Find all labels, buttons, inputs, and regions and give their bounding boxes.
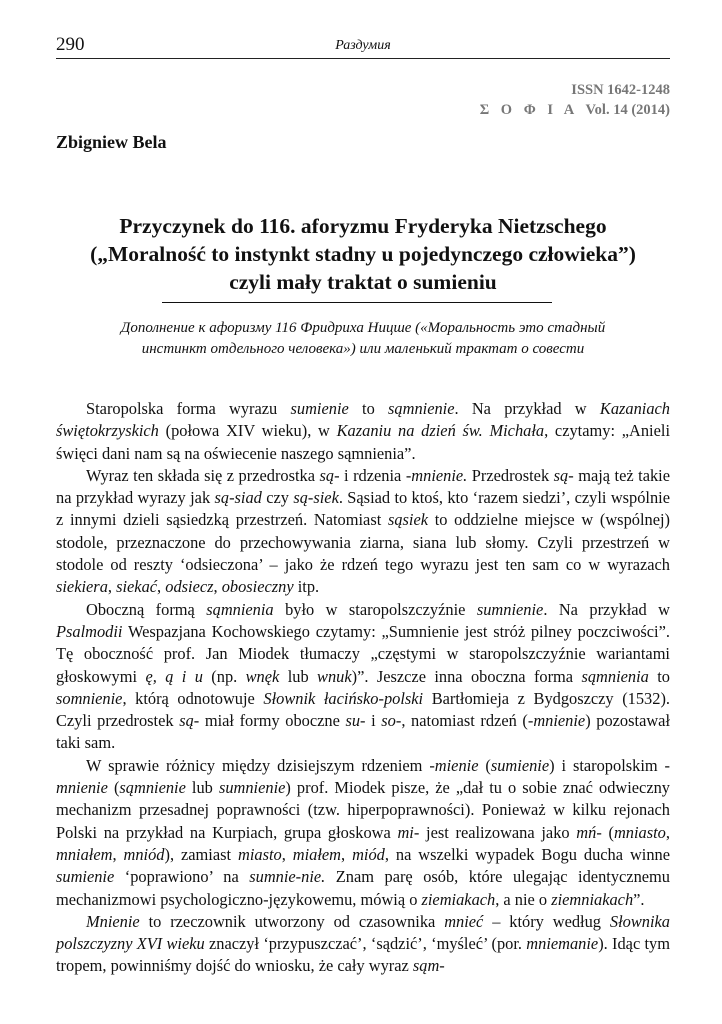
italic-run: sumnienie [218, 778, 286, 798]
text-run: to rzeczownik utworzony od czasownika [139, 911, 445, 931]
running-title: Раздумия [335, 38, 391, 53]
italic-run: miasto [237, 844, 282, 864]
italic-run: sąsiek [387, 510, 429, 530]
italic-run: Kazaniu na dzień św. Michała [336, 421, 545, 441]
body-paragraph [56, 755, 670, 911]
text-run: czy [261, 488, 294, 508]
italic-run: ziemniakach [551, 889, 634, 909]
text-run: (np. [202, 666, 246, 686]
title-line-1: Przyczynek do 116. aforyzmu Fryderyka Nietzschego [119, 214, 607, 238]
text-run: to oddzielne miejsce w (wspólnej) stodole, przeznaczone do przechowywania ziarna, siana lub słomy. Czyli przestrzeń w stodole od reszty ‘odsieczona’ – jako że rdzeń tego wyrazu jest ten sam co w wyrazach [56, 510, 670, 575]
italic-run: su- [345, 711, 366, 731]
body-paragraph [56, 465, 670, 599]
italic-run: Psalmodii [56, 621, 123, 641]
italic-run: -mnienie [527, 711, 586, 731]
text-run: . Na przykład w [454, 399, 600, 418]
italic-run: sumienie [56, 867, 115, 887]
italic-run: mniasto [613, 822, 666, 842]
italic-run: są- [553, 465, 574, 485]
italic-run: -mnienie. [405, 465, 468, 485]
text-run: ) prof. Miodek pisze, że „dał tu o sobie znać odwieczny mechanizm przesadnej poprawności (tzw. hiperpoprawności). Ponieważ w kilku rejonach Polski na przykład na Kurpiach, grupa głoskowa [56, 778, 670, 842]
text-run: , a nie o [495, 889, 552, 909]
text-run: , na wszelki wypadek Bogu ducha winne [384, 844, 671, 864]
italic-run: Kazaniach świętokrzyskich [56, 399, 671, 441]
italic-run: siekiera [56, 577, 108, 597]
text-run: to [648, 666, 670, 686]
text-run: , natomiast rdzeń ( [401, 711, 528, 731]
italic-run: sumnienie [476, 599, 544, 619]
italic-run: sąmnienia [206, 599, 274, 619]
italic-run: ziemiakach [421, 889, 496, 909]
title-line-2: („Moralność to instynkt stadny u pojedynczego człowieka”) [90, 242, 636, 266]
italic-run: mnieć [444, 911, 484, 931]
italic-run: Mnienie [86, 911, 140, 931]
italic-run: mniemanie [526, 934, 599, 954]
italic-run: mniałem [56, 844, 113, 864]
text-run: Znam parę osób, które ulegając identycznemu mechanizmowi psychologiczno-językowemu, mówią o [56, 867, 670, 909]
text-run: ), zamiast [164, 844, 238, 864]
subtitle-line-1: Дополнение к афоризму 116 Фридриха Ницше («Моральность это стадный [120, 320, 606, 336]
text-run: . Sąsiad to ktoś, kto ‘razem siedzi’, czyli wspólnie z innymi dzieli sąsiedzką przestrzeń. Natomiast [56, 488, 670, 530]
text-run: znaczył ‘przypuszczać’, ‘sądzić’, ‘myśleć’ (por. [204, 934, 527, 954]
italic-run: miałem [292, 844, 342, 864]
text-run: ). Idąc tym tropem, powinniśmy dojść do wniosku, że cały wyraz [56, 934, 670, 976]
italic-run: wnęk [245, 666, 280, 686]
italic-run: są- [179, 711, 200, 731]
page-number: 290 [56, 34, 85, 55]
text-run: , [107, 577, 117, 597]
text-run: Oboczną formą [86, 599, 207, 619]
italic-run: miód [352, 844, 385, 864]
italic-run: sumnie-nie. [249, 867, 326, 887]
text-run: itp. [293, 577, 320, 597]
italic-run: mniód [123, 844, 165, 864]
italic-run: są-siad [214, 488, 262, 508]
italic-run: Słownika polszczyzny XVI wieku [56, 911, 670, 954]
text-run: Bartłomieja z Bydgoszczy (1532). Czyli przedrostek [56, 688, 670, 731]
title-rule [162, 302, 552, 303]
journal-info [480, 80, 670, 120]
italic-run: mi- [397, 822, 420, 842]
text-run: mają też takie na przykład wyrazy jak [56, 465, 671, 508]
text-run: ) pozostawał taki sam. [56, 711, 671, 753]
text-run: Przedrostek [467, 465, 554, 485]
italic-run: -mienie [429, 755, 479, 775]
italic-run: są-siek [293, 488, 339, 508]
issn: ISSN 1642-1248 [571, 82, 670, 98]
text-run: , czytamy: „Anieli święci dani nam są na oświecenie naszego sąmnienia”. [56, 421, 670, 463]
text-run: ”. [633, 889, 645, 909]
header-rule [56, 58, 670, 59]
journal-volume: Vol. 14 (2014) [585, 102, 670, 118]
text-run: , którą odnotowuje [122, 688, 264, 708]
italic-run: sąmnienie [119, 778, 186, 798]
body-paragraph [56, 398, 670, 465]
text-run: )”. Jeszcze inna oboczna forma [351, 666, 582, 686]
italic-run: mń- [576, 822, 602, 842]
text-run: ‘poprawiono’ na [114, 867, 250, 887]
body-paragraph [56, 911, 670, 978]
article-body [56, 398, 670, 978]
text-run: , [665, 822, 670, 842]
text-run: Staropolska forma wyrazu [86, 399, 291, 418]
text-run: ( [107, 778, 120, 798]
text-run: Wyraz ten składa się z przedrostka [86, 465, 320, 485]
author-name: Zbigniew Bela [56, 132, 167, 152]
text-run: i rdzenia [339, 465, 406, 485]
text-run: . Na przykład w [543, 599, 670, 619]
text-run: , [281, 844, 293, 864]
italic-run: Słownik łacińsko-polski [263, 688, 424, 708]
text-run: , [341, 844, 353, 864]
italic-run: so- [381, 711, 402, 731]
text-run: , [213, 577, 222, 597]
text-run: ( [478, 755, 491, 775]
text-run: i [365, 711, 382, 731]
text-run: lub [279, 666, 318, 686]
text-run: ) i staropolskim [549, 755, 665, 775]
text-run: lub [185, 778, 219, 798]
text-run: jest realizowana jako [419, 822, 577, 842]
text-run: – który według [483, 911, 610, 931]
text-run: W sprawie różnicy między dzisiejszym rdzeniem [86, 755, 430, 775]
text-run: ( [601, 822, 614, 842]
text-run: , [112, 844, 124, 864]
italic-run: ę, ą i u [145, 666, 203, 686]
text-run: Wespazjana Kochowskiego czytamy: „Sumnienie jest stróż pilney poczciwości”. Tę oboczność prof. Jan Miodek tłumaczy „częstymi w staropolszczyźnie wariantami głoskowymi [56, 621, 670, 686]
text-run: było w staropolszczyźnie [273, 599, 477, 619]
text-run: miał formy oboczne [199, 711, 346, 731]
italic-run: siekać [116, 577, 158, 597]
journal-volume-line [480, 100, 670, 120]
page-header [56, 34, 670, 60]
italic-run: są- [319, 465, 340, 485]
text-run: , [157, 577, 166, 597]
italic-run: -mnienie [56, 755, 670, 798]
italic-run: odsiecz [165, 577, 214, 597]
text-run: to [348, 399, 389, 418]
italic-run: obosieczny [221, 577, 294, 597]
article-subtitle [56, 318, 670, 360]
italic-run: sąmnienia [581, 666, 649, 686]
body-paragraph [56, 599, 670, 755]
title-line-3: czyli mały traktat o sumieniu [229, 270, 497, 294]
italic-run: sumienie [290, 399, 349, 418]
italic-run: sumienie [490, 755, 550, 775]
italic-run: sąmnienie [388, 399, 455, 418]
italic-run: somnienie [56, 688, 123, 708]
subtitle-line-2: инстинкт отдельного человека») или маленький трактат о совести [141, 341, 585, 357]
journal-name: Σ Ο Φ Ι Α [479, 102, 579, 118]
italic-run: wnuk [317, 666, 352, 686]
italic-run: sąm- [412, 956, 445, 976]
article-title [56, 212, 670, 296]
text-run: (połowa XIV wieku), w [158, 421, 337, 441]
